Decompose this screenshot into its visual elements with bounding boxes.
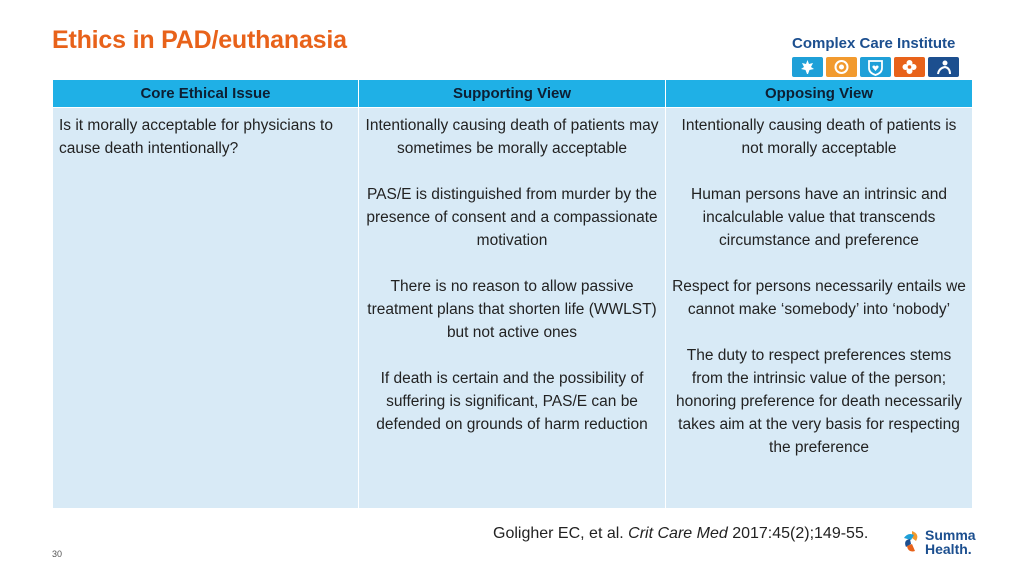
supporting-point: PAS/E is distinguished from murder by the presence of consent and a compassionate motivation [366, 186, 658, 249]
citation-authors: Goligher EC, et al. [493, 525, 629, 542]
logo-text: Complex Care Institute [792, 35, 956, 52]
header-supporting-view: Supporting View [359, 80, 666, 108]
header-opposing-view: Opposing View [666, 80, 973, 108]
slide-title: Ethics in PAD/euthanasia [52, 26, 347, 54]
ethics-table [52, 79, 973, 509]
issue-text: Is it morally acceptable for physicians to cause death intentionally? [59, 117, 333, 157]
opposing-point: Respect for persons necessarily entails we cannot make ‘somebody’ into ‘nobody’ [672, 278, 966, 318]
header-core-ethical-issue: Core Ethical Issue [53, 80, 359, 108]
heart-shield-icon [860, 57, 891, 77]
table-row [53, 108, 973, 509]
summa-text-line2: Health. [925, 541, 972, 557]
summa-health-logo [902, 528, 976, 556]
cell-core-issue [53, 108, 359, 509]
supporting-point: There is no reason to allow passive treatment plans that shorten life (WWLST) but not active ones [367, 278, 657, 341]
citation-details: 2017:45(2);149-55. [727, 525, 869, 542]
opposing-point: Human persons have an intrinsic and incalculable value that transcends circumstance and preference [691, 186, 947, 249]
person-icon [928, 57, 959, 77]
page-number: 30 [52, 549, 63, 559]
citation-journal: Crit Care Med [628, 525, 728, 542]
summa-text-line1: Summa [925, 527, 976, 543]
cell-opposing-view [666, 108, 973, 509]
cell-supporting-view [359, 108, 666, 509]
complex-care-institute-logo [792, 35, 972, 77]
table-header-row [53, 80, 973, 108]
maple-leaf-icon [792, 57, 823, 77]
opposing-point: Intentionally causing death of patients is not morally acceptable [681, 117, 957, 157]
logo-icon-row [792, 57, 972, 77]
flower-icon [894, 57, 925, 77]
supporting-point: If death is certain and the possibility of suffering is significant, PAS/E can be defended on grounds of harm reduction [376, 370, 648, 433]
citation [493, 525, 868, 543]
summa-health-icon [902, 529, 922, 555]
supporting-point: Intentionally causing death of patients may sometimes be morally acceptable [365, 117, 659, 157]
lion-icon [826, 57, 857, 77]
opposing-point: The duty to respect preferences stems from the intrinsic value of the person; honoring preference for death necessarily takes aim at the very basis for respecting the preference [675, 347, 963, 456]
